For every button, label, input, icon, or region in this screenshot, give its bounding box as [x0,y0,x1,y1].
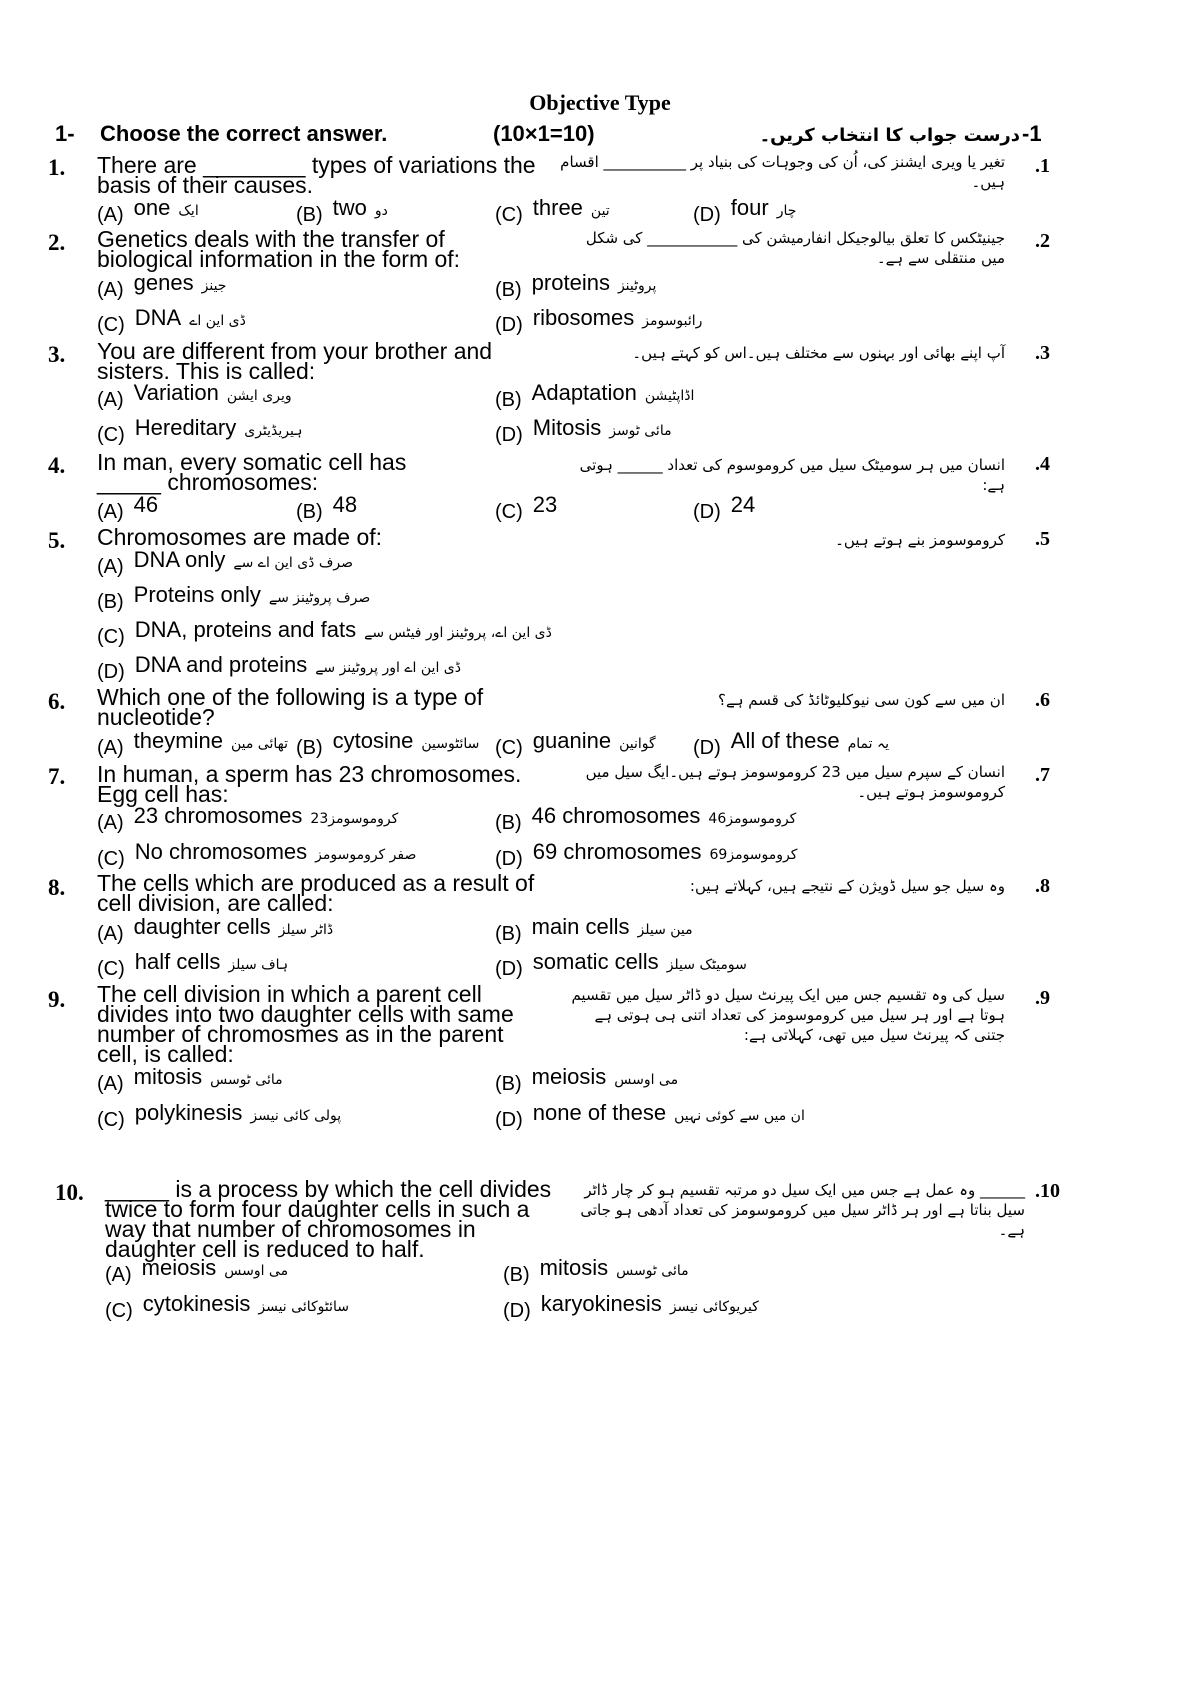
option-text-urdu: گوانین [619,736,656,752]
option-text-urdu: سائٹوسین [421,736,480,752]
option-letter: (D) [97,661,125,683]
option-text-urdu: ان میں سے کوئی نہیں [674,1108,805,1124]
option[interactable] [495,492,558,523]
question-number-urdu: .1 [1035,155,1050,177]
option[interactable] [495,380,695,411]
option-text: proteins [531,270,610,295]
option[interactable] [97,380,292,411]
option-letter: (B) [495,389,522,411]
option-text-urdu: ڈاٹر سیلز [278,922,334,938]
option-letter: (B) [495,923,522,945]
option-text: 46 [133,492,159,517]
option-text: mitosis [539,1255,609,1280]
option-text-urdu: 69کروموسومز [709,847,798,863]
question-text: In human, a sperm has 23 chromosomes. Egg cell has: [97,761,522,807]
question-number-urdu: .3 [1035,342,1050,364]
option-text-urdu: جینز [201,278,227,294]
question-text: Chromosomes are made of: [97,524,383,550]
option[interactable] [495,914,693,945]
question-text-urdu: ______ وہ عمل ہے جس میں ایک سیل دو مرتبہ تقسیم ہو کر چار ڈاٹر سیل بناتا ہے اور ہر ڈاٹر سیل میں کروموسومز کی تعداد آدھی ہو جاتی ہے۔ [580,1181,1025,1239]
option[interactable] [97,617,552,648]
question-number: 5. [48,528,66,553]
option-text: All of these [730,728,840,753]
option[interactable] [97,1100,342,1131]
option[interactable] [105,1255,289,1286]
option-text-urdu: پروٹینز [617,278,657,294]
option-letter: (A) [97,279,124,301]
question-number: 7. [48,764,66,789]
section-heading-urdu: درست جواب کا انتخاب کریں۔ [759,125,1020,146]
question-number-urdu: .9 [1035,987,1050,1009]
option[interactable] [495,1100,805,1131]
option-text: Adaptation [531,380,637,405]
option[interactable] [97,728,288,759]
option-text-urdu: سائٹوکائی نیسز [258,1299,349,1315]
option-text: No chromosomes [134,839,308,864]
option-letter: (C) [97,424,125,446]
section-heading: Choose the correct answer. [100,121,388,146]
option[interactable] [495,803,797,834]
option-letter: (B) [503,1264,530,1286]
option-text: karyokinesis [540,1291,662,1316]
option-letter: (A) [97,556,124,578]
question-number: 10. [55,1180,84,1205]
question-number-urdu: .8 [1035,875,1050,897]
option-text: meiosis [531,1064,607,1089]
option-letter: (A) [97,737,124,759]
section-marks: (10×1=10) [493,121,595,146]
option-text-urdu: مائی ٹوسز [609,423,672,439]
option-text: polykinesis [134,1100,243,1125]
question-text-urdu: کروموسومز بنے ہوتے ہیں۔ [835,531,1005,549]
option-text: 69 chromosomes [532,839,702,864]
option-text: cytosine [332,728,414,753]
option-letter: (D) [495,848,523,870]
option[interactable] [97,914,334,945]
question-number-urdu: .7 [1035,764,1050,786]
option-text-urdu: مین سیلز [637,922,693,938]
option-letter: (A) [97,812,124,834]
section-number-urdu: -1 [1022,121,1042,146]
option[interactable] [495,949,747,980]
option[interactable] [495,195,610,226]
question-text: The cells which are produced as a result of cell division, are called: [97,870,535,916]
option-letter: (C) [97,848,125,870]
option[interactable] [693,195,797,226]
option-text: theymine [133,728,223,753]
question-text-urdu: آپ اپنے بھائی اور بہنوں سے مختلف ہیں۔اس کو کہتے ہیں۔ [632,344,1005,362]
option-letter: (B) [495,1073,522,1095]
question-text-urdu: ان میں سے کون سی نیوکلیوٹائڈ کی قسم ہے؟ [718,691,1005,709]
option[interactable] [296,728,480,759]
option-text-urdu: سومیٹک سیلز [666,957,747,973]
option-text: two [332,195,367,220]
question-text: You are different from your brother and sisters. This is called: [97,338,493,384]
option[interactable] [97,415,303,446]
option-text-urdu: ہاف سیلز [228,957,289,973]
question-number: 3. [48,342,66,367]
option-letter: (D) [495,958,523,980]
option-text-urdu: 46کروموسومز [708,811,797,827]
option-text-urdu: ہیریڈیٹری [244,423,303,439]
option-text: somatic cells [532,949,659,974]
option-text-urdu: اڈاپٹیشن [644,388,695,404]
option-letter: (B) [97,591,124,613]
option-text: Variation [133,380,219,405]
option-letter: (C) [105,1300,133,1322]
option-text-urdu: تھائی مین [230,736,288,752]
option-text-urdu: 23کروموسومز [310,811,399,827]
option[interactable] [97,492,159,523]
option-text: cytokinesis [142,1291,251,1316]
option[interactable] [495,728,656,759]
option-text: 46 chromosomes [531,803,701,828]
option-letter: (C) [97,1109,125,1131]
option-text: DNA only [133,547,226,572]
option-letter: (B) [495,279,522,301]
question-text: In man, every somatic cell has _____ chromosomes: [97,449,407,495]
question-text: Which one of the following is a type of nucleotide? [97,684,484,730]
option-text: Hereditary [134,415,237,440]
option-text-urdu: می اوسس [614,1072,679,1088]
option[interactable] [97,270,227,301]
option-text-urdu: ڈی این اے، پروٹینز اور فیٹس سے [364,625,552,641]
option-text-urdu: پولی کائی نیسز [250,1108,342,1124]
question-number-urdu: .2 [1035,230,1050,252]
option[interactable] [503,1291,759,1322]
option-letter: (A) [97,923,124,945]
option-letter: (A) [97,501,124,523]
option-letter: (B) [495,812,522,834]
option-text-urdu: تین [590,203,610,219]
question-text-urdu: انسان میں ہر سومیٹک سیل میں کروموسوم کی تعداد ______ ہوتی ہے: [579,456,1005,494]
option[interactable] [97,582,371,613]
option-letter: (B) [296,204,323,226]
option-text: four [730,195,769,220]
option[interactable] [97,305,246,336]
question-number-urdu: .6 [1035,689,1050,711]
option-letter: (C) [97,958,125,980]
option-letter: (B) [296,501,323,523]
option[interactable] [97,949,289,980]
option-letter: (C) [495,737,523,759]
question-text-urdu: تغیر یا ویری ایشنز کی، اُن کی وجوہات کی بنیاد پر ___________ اقسام ہیں۔ [560,153,1005,191]
page-title: Objective Type [529,90,671,115]
option-letter: (D) [503,1300,531,1322]
option[interactable] [503,1255,689,1286]
option[interactable] [296,195,388,226]
option-text: mitosis [133,1064,203,1089]
question-text: There are ________ types of variations the basis of their causes. [97,152,536,198]
option-letter: (C) [97,626,125,648]
option-letter: (B) [296,737,323,759]
option[interactable] [495,1064,679,1095]
question-text: Genetics deals with the transfer of biological information in the form of: [97,226,461,272]
option-letter: (D) [693,204,721,226]
question-text-urdu: انسان کے سپرم سیل میں 23 کروموسومز ہوتے ہیں۔ایگ سیل میں کروموسومز ہوتے ہیں۔ [585,763,1005,801]
option-text: DNA [134,305,182,330]
question-number-urdu: .10 [1035,1180,1060,1202]
option-text-urdu: ایک [178,203,199,219]
option[interactable] [105,1291,349,1322]
option-letter: (A) [105,1264,132,1286]
option-letter: (D) [693,501,721,523]
option-text-urdu: ویری ایشن [226,388,292,404]
option-text: none of these [532,1100,667,1125]
option-letter: (D) [693,737,721,759]
option-letter: (D) [495,314,523,336]
option-text-urdu: ڈی این اے اور پروٹینز سے [315,660,461,676]
option-letter: (A) [97,1073,124,1095]
option-text-urdu: صرف پروٹینز سے [268,590,371,606]
option-text-urdu: کیریوکائی نیسز [669,1299,759,1315]
option-text-urdu: مائی ٹوسس [210,1072,283,1088]
option-text: 48 [332,492,358,517]
option-text: daughter cells [133,914,271,939]
option-letter: (A) [97,389,124,411]
option-text-urdu: یہ تمام [847,736,890,752]
option-text-urdu: صفر کروموسومز [315,847,417,863]
option-text: 23 chromosomes [133,803,303,828]
option-text: DNA and proteins [134,652,308,677]
question-number: 1. [48,155,66,180]
option-text: genes [133,270,194,295]
option-text-urdu: صرف ڈی این اے سے [233,555,353,571]
option-text-urdu: رائبوسومز [642,313,703,329]
option[interactable] [693,728,890,759]
option[interactable] [495,839,798,870]
option-text-urdu: مائی ٹوسس [616,1263,689,1279]
option-letter: (C) [97,314,125,336]
option-text: main cells [531,914,630,939]
question-text-urdu: جینیٹکس کا تعلق بیالوجیکل انفارمیشن کی ____________ کی شکل میں منتقلی سے ہے۔ [585,229,1005,267]
option[interactable] [97,839,417,870]
option-letter: (D) [495,1109,523,1131]
question-text: The cell division in which a parent cell divides into two daughter cells with same number of chromosmes as in the parent cell, is called: [97,981,514,1067]
option[interactable] [97,547,353,578]
option[interactable] [97,1064,283,1095]
question-number: 6. [48,689,66,714]
option-text: Proteins only [133,582,261,607]
question-text-urdu: سیل کی وہ تقسیم جس میں ایک پیرنٹ سیل دو ڈاٹر سیل میں تقسیم ہوتا ہے اور ہر سیل میں کروموسومز کی تعداد اتنی ہی ہوتی ہے جتنی کہ پیرنٹ سیل میں تھی، کہلاتی ہے: [571,986,1005,1044]
question-text: _____ is a process by which the cell divides twice to form four daughter cells in such a way that number of chromosomes in daughter cell is reduced to half. [105,1176,552,1262]
option-text-urdu: دو [374,203,388,219]
option-letter: (C) [495,501,523,523]
option-text: ribosomes [532,305,635,330]
option-text-urdu: چار [776,203,797,219]
option-letter: (D) [495,424,523,446]
option-text-urdu: ڈی این اے [189,313,246,329]
option[interactable] [693,492,756,523]
option[interactable] [97,195,199,226]
question-number: 9. [48,987,66,1012]
option-text: 24 [730,492,756,517]
option[interactable] [97,652,461,683]
question-number-urdu: .4 [1035,453,1050,475]
option-text: 23 [532,492,558,517]
option[interactable] [97,803,399,834]
option-text: DNA, proteins and fats [134,617,357,642]
option-text: half cells [134,949,221,974]
question-number: 4. [48,453,66,478]
option[interactable] [495,305,703,336]
option-text: guanine [532,728,612,753]
question-number-urdu: .5 [1035,528,1050,550]
option[interactable] [495,415,672,446]
question-number: 8. [48,875,66,900]
option-text: one [133,195,171,220]
option-text: Mitosis [532,415,602,440]
option-text-urdu: می اوسس [224,1263,289,1279]
option-text: meiosis [141,1255,217,1280]
question-number: 2. [48,230,66,255]
option[interactable] [296,492,358,523]
option-letter: (A) [97,204,124,226]
section-number: 1- [55,121,75,146]
option[interactable] [495,270,657,301]
question-text-urdu: وہ سیل جو سیل ڈویژن کے نتیجے ہیں، کہلاتے ہیں: [689,877,1005,895]
option-text: three [532,195,583,220]
option-letter: (C) [495,204,523,226]
